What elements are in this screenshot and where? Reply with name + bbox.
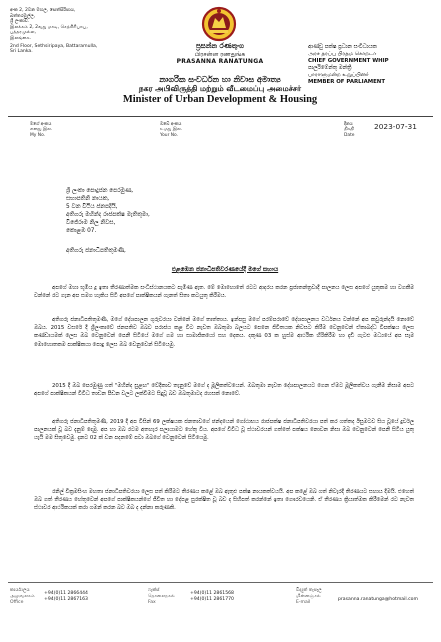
fax-phone-2: +94(0)11 2861770 [190,597,234,602]
ref-date-si: දිනය [344,122,353,127]
footer-office-label [10,588,35,606]
letter-date: 2023-07-31 [374,122,417,131]
body-paragraph [34,418,414,443]
paragraph-2: අතිගරු ජනාධිපතිතුමණි, මගේ දේශපාලන ගුරුවරයා වන්නේ මගේ තාත්තාය. ඉන්පසු මගේ පරම්පරාවේ දේශපාලනය වර්ධනය වන්නේ අප කවුරුන්දයි නොවේ ඔබය. 2015 වසරේ දී ශ්‍රීලංකාවේ ජනපතිව ඔබව පරාජය කළ විට නැවත ඔබතුමා බලයට පෙනෙ ජිවිතයක නිවසට කිරීම වෙනුවෙන් ඒකාබද්ධ විපක්ෂය ලෙස කණ්ඩායමක් ලෙස ඔබ වෙනුවෙන් පෙනී සිටියේ මගේ ගම හා සාමාජිකයෝ සහ දෙකය. දකුණ 03 ක හුස්ම ආර්ථික හිරිකිරීම හා දැඩි ගැටළු මධ්‍යයේ අප සෑම මොහොතකම පාක්ෂිකයා පොදු ලෙස ඔබ වෙනුවෙන් සිටියෙමු. [34,317,414,348]
office-label-si: කාර්යාලය [10,588,30,593]
ministry-sinhala: නාගරික සංවර්ධන හා නිවාස අමාත්‍ය [159,74,281,84]
email-label-si: විද්‍යුත් තැපෑල [296,588,322,593]
ref-date-label [344,122,355,138]
designation-line: ආණ්ඩු පක්ෂ ප්‍රධාන සංවිධායක [308,44,377,50]
email-label-en: E-mail [296,600,311,605]
recipient-line: ශ්‍රී ලංකා පොදුජන පෙරමුණ, [66,188,134,194]
designation-line: பாராளுமன்ற உறுப்பினர் [308,72,369,78]
ref-date-ta: திகதி [344,127,355,133]
ref-your-no [160,122,182,138]
paragraph-4: අතිගරු ජනාධිපතිතුමණි, 2019 දී අප විසින් 69 ලක්ෂයක ජනතාවගේ ඡන්දයෙන් ගෝඨාභය රාජපක්ෂ ජනාධිපතිවරයා පත් කර ගත්තද ඊසුමටව සිය වූයේ දුර්වල පාලනයක් වූ බව දැනුම් දෙමු. අප හා ඔබ රටම අතහැර පලායාමට හේතු විය. අපගේ විවිධ වූ ස්ථාවරයන් ගත්තේ පක්ෂය නොවන නිසා ඔබ වෙනුවෙන් පෙනී සිටිය යුතු යැයි මම සිතුවෙමු. දැනට 02 ක් වන පදනමේ පවා ඔබගේ වෙනුවෙන් සිටියෙමු. [34,419,414,442]
email-label-ta: மின்னஞ்சல் [296,594,321,599]
letterhead-address [10,8,160,55]
office-phone-2: +94(0)11 2867163 [44,597,88,602]
designation-line: CHIEF GOVERNMENT WHIP [308,58,389,64]
subject-line: එළඹෙන ජනාධිපතිවරණයේදී මගේ සහාය [171,266,279,273]
ref-date-en: Date [344,132,355,138]
fax-label-ta: தொலைநகல் [148,594,175,599]
fax-label-en: Fax [148,600,156,605]
office-phone-1: +94(0)11 2866444 [44,591,88,596]
footer-fax-label [148,588,175,606]
body-paragraph [34,382,414,398]
recipient-line: 5 වන වීථිය ජනපදියි, [66,204,118,210]
ref-my-no-ta: எனது இல. [30,127,53,133]
recipient-line: සභාපතිනි නායක, [66,196,110,202]
national-emblem-icon [197,6,241,42]
ref-my-no-en: My No. [30,132,46,138]
designation-line: පාර්ලිමේන්තු මන්ත්‍රී [308,65,352,71]
ref-your-no-en: Your No. [160,132,179,138]
paragraph-3: 2015 දී ඔබ පෙරමුණු ගත් "මහින්ද සුළඟ" වේදිකාව තැනුවේ මගේ ද මූලිකත්වයෙන්. ඔබතුමා නැවත දේශපාලනයට ගෙන ඒමට මූලිකත්වය ගැනීම නිසාම අපට අපගේ පාක්ෂිකයන් විවිධ තාඩන පීඩන වලට ලක්විමට සිදුවූ බව ඔබතුමාටද රහසක් නොවේ. [34,383,414,398]
body-paragraph [34,488,414,513]
office-label-ta: அலுவலகம் [10,594,35,599]
name-sinhala: ප්‍රසන්න රණතුංග [195,42,245,50]
paragraph-5: රනිල් වික්‍රමසිංහ මහතා ජනාධිපතිවරයා ලෙස පත් කිරීමට තීරණය කළේ ඔබ ඇතුළු පක්ෂ නායකත්වයයි. අප කළේ ඔබ ගත් නිවැරදි තීරණයට සහාය දීමයි. එහෙත් ඔබ ගත් තීරණය හේතුවෙන් අපගේ පාක්ෂිකයන්ගේ ජීවිත හා දේපළ සුරක්ෂිත වූ බව ද සිහිපත් කරන්නේ ඉතා ගෞරවයෙනි. ඒ තීරණය ක්‍රියාත්මක කිරීමෙන් රට නැවත ස්ථාවර ආර්ථිකයක් කරා ගමන් කරන බව ඔබ ද දන්නා කරුණකි. [34,489,414,512]
fax-phone-1: +94(0)11 2861568 [190,591,234,596]
body-paragraph [34,284,414,300]
footer-divider [8,582,433,583]
designation-line: MEMBER OF PARLIAMENT [308,79,385,85]
recipient-address [66,187,150,235]
fax-label-si: ෆැක්ස් [148,588,160,593]
footer-fax-phones [190,591,234,603]
designation-block [308,44,438,86]
address-en-1: 2nd Floor, Sethsiripaya, Battaramulla, [10,43,98,49]
address-en-2: Sri Lanka. [10,49,33,55]
header-divider [8,116,433,117]
ref-my-no [30,122,52,138]
footer-email-label [296,588,322,606]
ministry-english: Minister of Urban Development & Housing [122,94,318,105]
ref-your-no-ta: உமது இல. [160,127,183,133]
ref-my-no-si: මගේ අංකය [30,122,52,127]
ministry-tamil: நகர அபிவிருத்தி மற்றும் வீடமைப்பு அமைச்சர் [138,84,302,93]
name-english: PRASANNA RANATUNGA [176,58,264,65]
paragraph-1: අපගේ මහා භූමිය දූ ඉතා තීරණාත්මක සංධිස්ථානයකට පැමිණ ඇත. මේ මොහොතේ රටට ආදරය කරන ප්‍රජාතන්ත්‍රවාදී පාලනය ලෙස අපගේ යුතුකම හා වගකීම වන්නේ රට ගැන අප සමග හැකිය සිටි අපගේ පාක්ෂිකයන් ගැනත් සිතා කටයුතු කිරීමය. [34,285,414,300]
recipient-line: විජේරාම නිල නිවස, [66,220,116,226]
address-si-3: ශ්‍රී ලංකාව. [10,19,30,25]
name-tamil: பிரசன்ன ரணதுங்க [194,51,246,58]
address-si-1: අංක 2, 2වන මහල, සෙත්සිරිපාය, [10,8,76,13]
designation-line: அரச தரப்பு பிரதம கொறடா [308,51,377,57]
address-ta-2: பத்தரமுல்ல, [10,30,36,36]
recipient-line: කොළඹ 07. [66,228,97,234]
office-label-en: Office [10,600,24,605]
address-ta-3: இலங்கை. [10,35,32,41]
ref-your-no-si: ඔබේ අංකය [160,122,182,127]
footer-office-phones [44,591,88,603]
salutation: අතිගරු ජනාධිපතිතුමණි, [66,248,126,254]
address-ta-1: இலக்கம் 2, 2வது மாடி, செத்சிரிபாய, [10,24,88,30]
recipient-line: අතිගරු මහින්ද රාජපක්ෂ මැතිතුමා, [66,212,150,218]
body-paragraph [34,316,414,349]
address-si-2: බත්තරමුල්ල, [10,13,36,19]
footer-email: prasanna.ranatunga@hotmail.com [338,597,418,602]
